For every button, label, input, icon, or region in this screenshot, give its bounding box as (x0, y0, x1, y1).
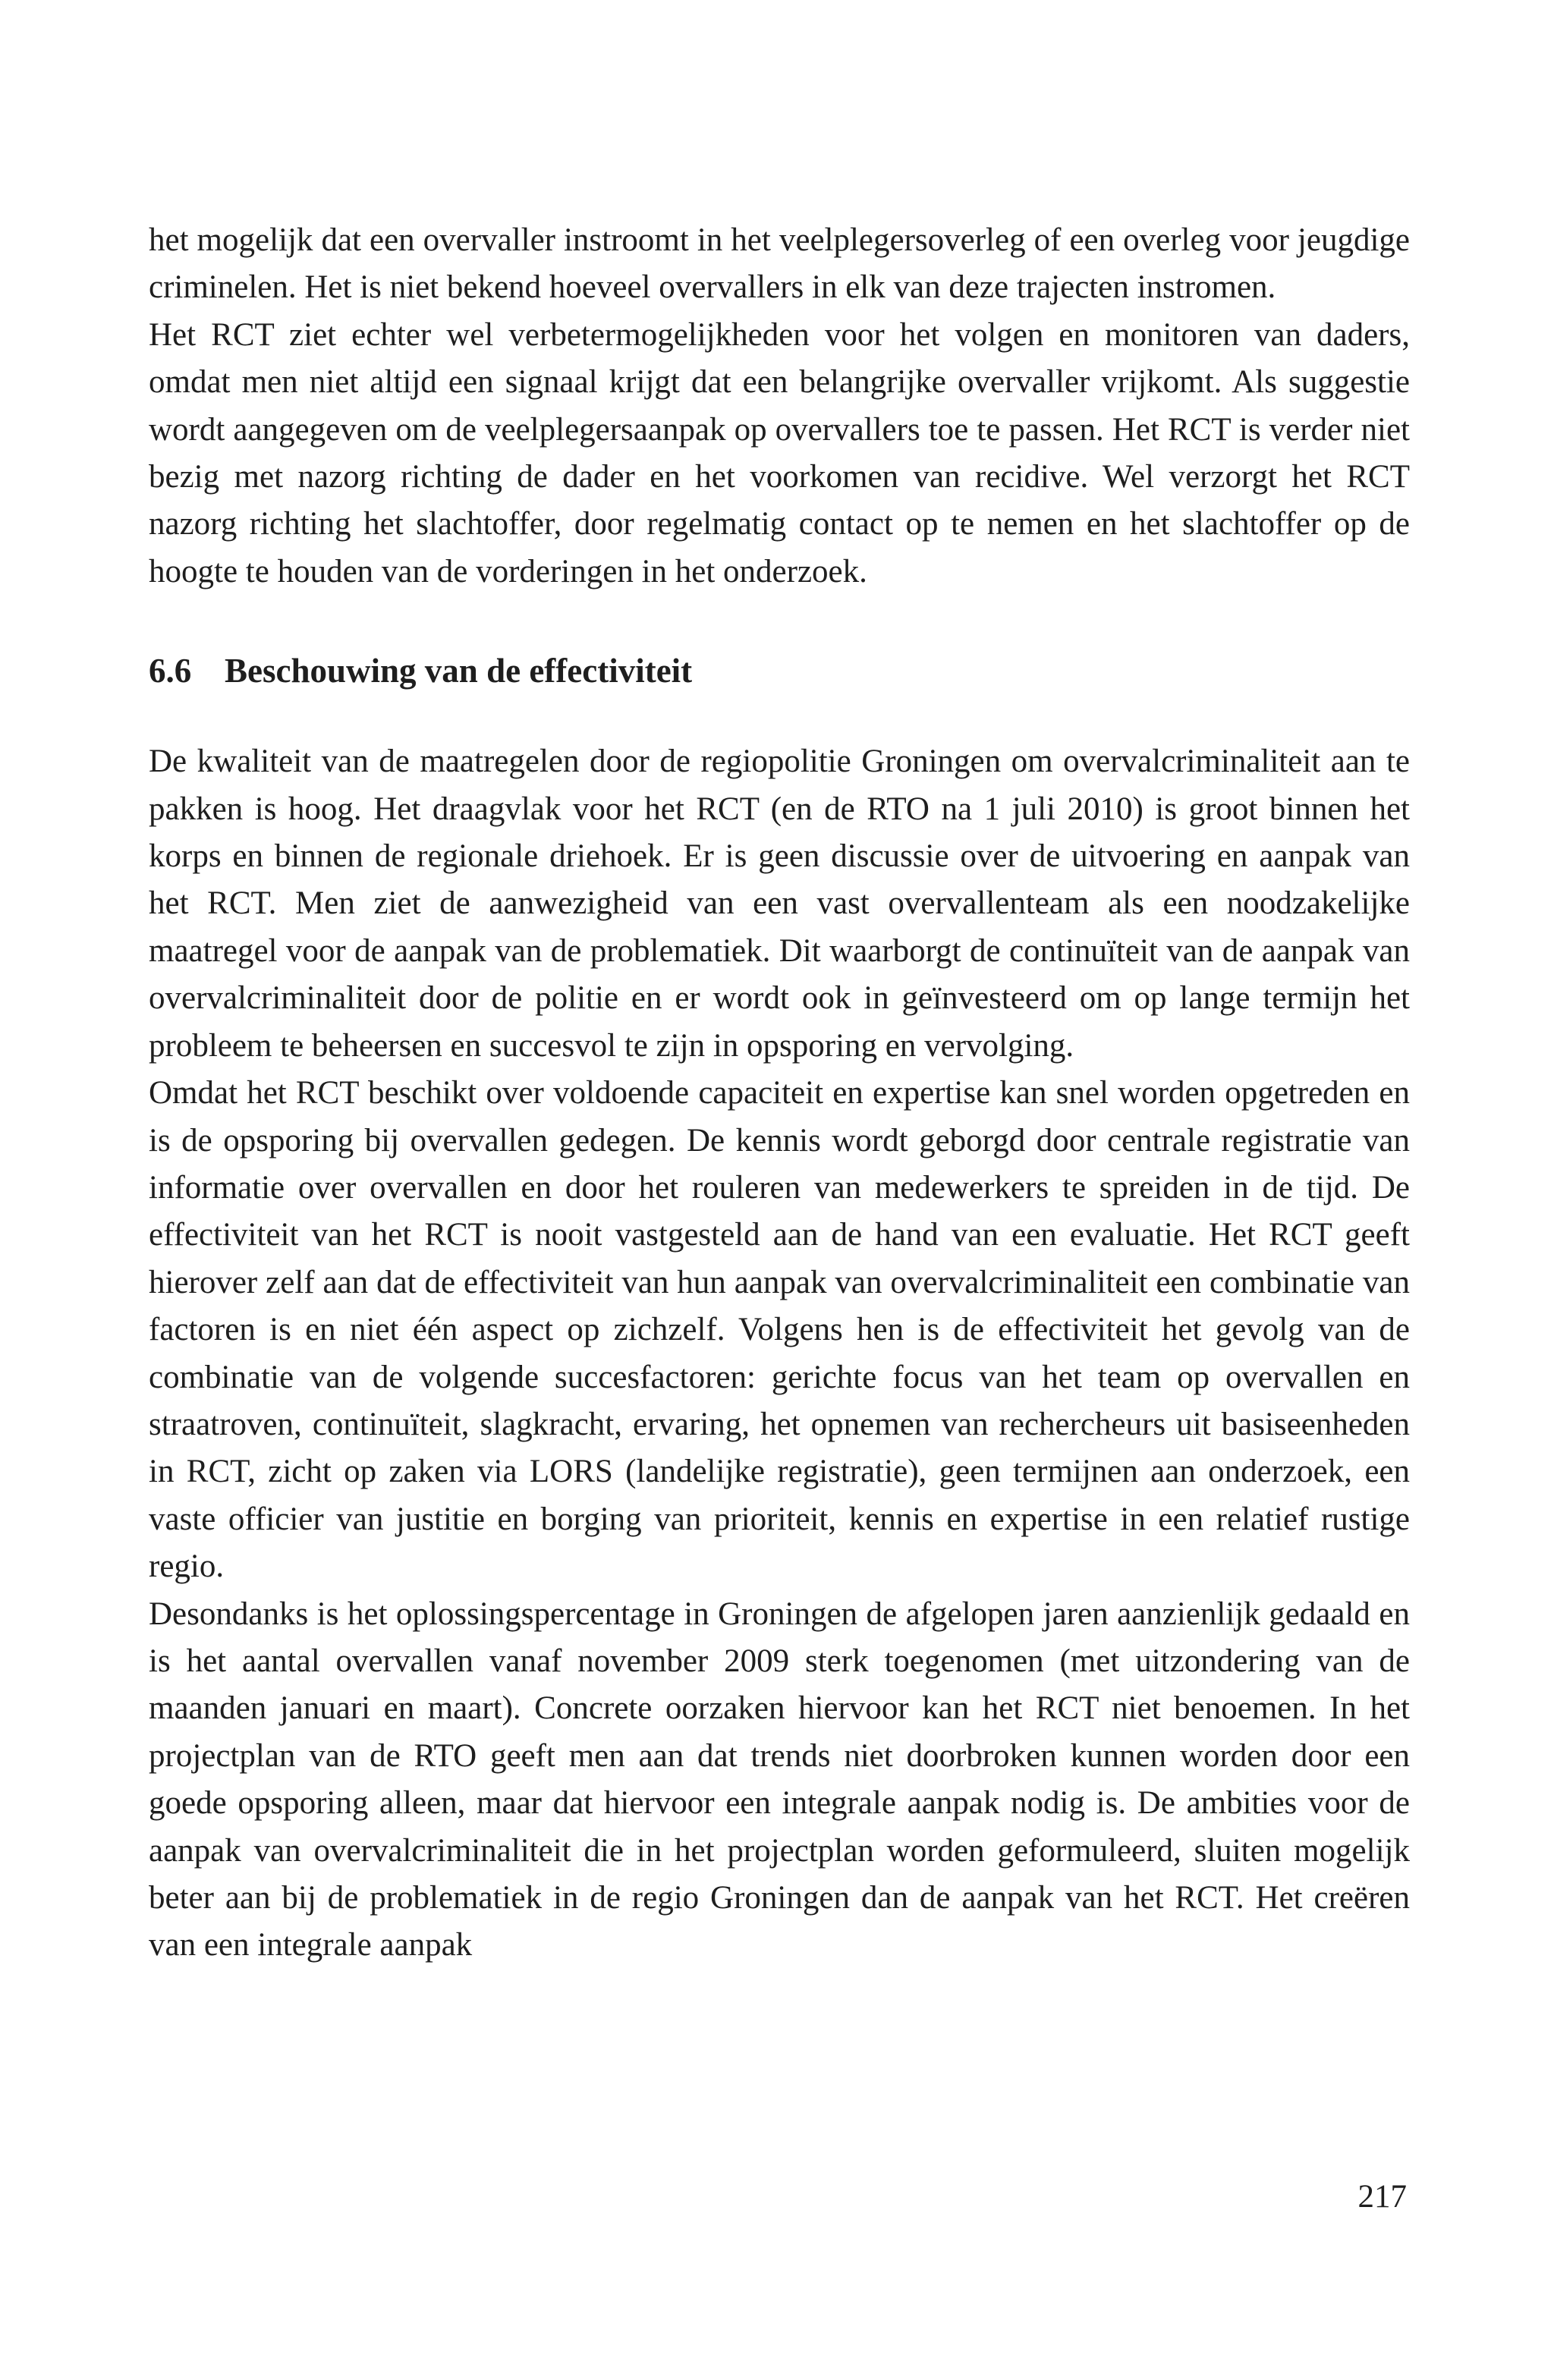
paragraph-quality: De kwaliteit van de maatregelen door de regiopolitie Groningen om overvalcriminaliteit aan te pakken is hoog. Het draagvlak voor het RCT (en de RTO na 1 juli 2010) is groot binnen het korps en binnen de regionale driehoek. Er is geen discussie over de uitvoering en aanpak van het RCT. Men ziet de aanwezigheid van een vast overvallenteam als een noodzakelijke maatregel voor de aanpak van de problematiek. Dit waarborgt de continuïteit van de aanpak van overvalcriminaliteit door de politie en er wordt ook in geïnvesteerd om op lange termijn het probleem te beheersen en succesvol te zijn in opsporing en vervolging. (149, 744, 1410, 1064)
paragraph-rct-improvements: Het RCT ziet echter wel verbetermogelijkheden voor het volgen en monitoren van daders, omdat men niet altijd een signaal krijgt dat een belangrijke overvaller vrijkomt. Als suggestie wordt aangegeven om de veelplegersaanpak op overvallers toe te passen. Het RCT is verder niet bezig met nazorg richting de dader en het voorkomen van recidive. Wel verzorgt het RCT nazorg richting het slachtoffer, door regelmatig contact op te nemen en het slachtoffer op de hoogte te houden van de vorderingen in het onderzoek. (149, 316, 1410, 589)
paragraph-capacity: Omdat het RCT beschikt over voldoende capaciteit en expertise kan snel worden opgetreden en is de opsporing bij overvallen gedegen. De kennis wordt geborgd door centrale registratie van informatie over overvallen en door het rouleren van medewerkers te spreiden in de tijd. De effectiviteit van het RCT is nooit vastgesteld aan de hand van een evaluatie. Het RCT geeft hierover zelf aan dat de effectiviteit van hun aanpak van overvalcriminaliteit een combinatie van factoren is en niet één aspect op zichzelf. Volgens hen is de effectiviteit het gevolg van de combinatie van de volgende succesfactoren: gerichte focus van het team op overvallen en straatroven, continuïteit, slagkracht, ervaring, het opnemen van rechercheurs uit basiseenheden in RCT, zicht op zaken via LORS (landelijke registratie), geen termijnen aan onderzoek, een vaste officier van justitie en borging van prioriteit, kennis en expertise in een relatief rustige regio. (149, 1075, 1410, 1585)
section-body (149, 738, 1410, 1970)
section-title: Beschouwing van de effectiviteit (225, 652, 693, 690)
section-number: 6.6 (149, 652, 192, 690)
paragraph-nevertheless: Desondanks is het oplossingspercentage in Groningen de afgelopen jaren aanzienlijk gedaald en is het aantal overvallen vanaf november 2009 sterk toegenomen (met uitzondering van de maanden januari en maart). Concrete oorzaken hiervoor kan het RCT niet benoemen. In het projectplan van de RTO geeft men aan dat trends niet doorbroken kunnen worden door een goede opsporing alleen, maar dat hiervoor een integrale aanpak nodig is. De ambities voor de aanpak van overvalcriminaliteit die in het projectplan worden geformuleerd, sluiten mogelijk beter aan bij de problematiek in de regio Groningen dan de aanpak van het RCT. Het creëren van een integrale aanpak (149, 1596, 1410, 1963)
section-heading (149, 647, 1410, 694)
paragraph-continuation: het mogelijk dat een overvaller instroomt in het veelplegersoverleg of een overleg voor jeugdige criminelen. Het is niet bekend hoeveel overvallers in elk van deze trajecten instromen. (149, 222, 1410, 306)
page-content (149, 217, 1410, 1970)
page-number: 217 (1357, 2179, 1407, 2215)
